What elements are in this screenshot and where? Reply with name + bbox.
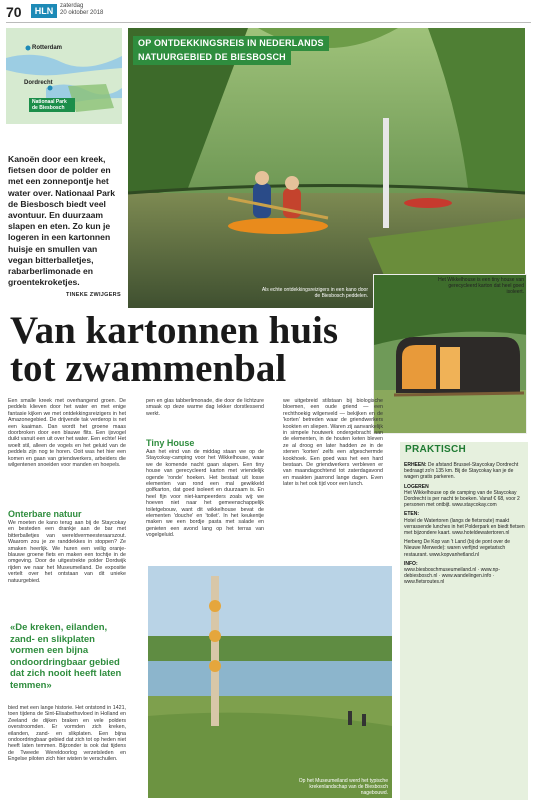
inset-caption: Het Wikkelhouse is een tiny house van gerecycleerd karton dat heel goed isoleert.: [438, 277, 524, 295]
practical-heading-erheen: ERHEEN:: [404, 462, 427, 468]
hero-photo-canoe: [128, 28, 525, 308]
map-label-rotterdam: Rotterdam: [32, 45, 63, 51]
practical-heading-eten: ETEN:: [404, 511, 419, 518]
map-label-dordrecht: Dordrecht: [24, 80, 53, 86]
wikkelhouse-photo: [373, 274, 527, 434]
header-day: zaterdag: [60, 3, 84, 9]
canoe-photo: [128, 28, 525, 308]
article-headline: Van kartonnen huis tot zwammenbal: [10, 309, 339, 390]
museumeiland-photo: [148, 566, 392, 798]
practical-links: www.biesboschmuseumeiland.nl · www.np-debiesbosch.nl · www.wandelingen.info · www.fietsroutes.nl: [404, 567, 500, 586]
practical-text: [404, 462, 526, 792]
article-intro: Kanoën door een kreek, fietsen door de polder en met een zonnepontje het water over. Nationaal Park de Biesbosch biedt veel avontuur. En duurzaam slapen en eten. Zo kun je logeren in een kartonnen huisje en smullen van vegan bitterballetjes, rabarberlimonade en groentekroketjes.: [8, 154, 115, 288]
article-column-2a: pen en glas tabberlimonade, die door de lichtzure smaak op deze warme dag lekker dorstlessend werkt.: [146, 398, 264, 417]
bottom-caption: Op het Museumeiland werd het typische krekenlandschap van de Biesbosch nagebouwd.: [298, 778, 388, 796]
article-column-3: we uitgebreid stilstaan bij biologische bloemen, een oude griend — een rechthoekig wilgenveld — bekijken en de 'korten' betreden waar de griendwerkers kookten en sliepen. Waren zij aanvankelijk in simpele houtwerk ondergebracht aan de elementen, in de houten keten bleven ze al droog en later hadden ze in de stenen 'korten' zelfs een afgeschermde kookhoek. Een goed was het een hard bestaan. De griendwerkers verbleven er van maandagochtend tot zaterdagavond en maakten jaarrond lange dagen. Even later is het ook tijd voor een lunch.: [283, 398, 383, 488]
hero-title-line1: OP ONTDEKKINGSREIS IN NEDERLANDS: [133, 36, 329, 51]
article-byline: TINEKE ZWIJGERS: [66, 292, 121, 298]
page-number: 70: [6, 4, 22, 20]
hero-title-line2: NATUURGEBIED DE BIESBOSCH: [133, 50, 291, 65]
subheading-natuur: Onterbare natuur: [8, 509, 82, 519]
landscape-photo: [148, 566, 392, 798]
practical-text-eten-2: Herberg De Kop van 't Land (bij de pont over de Nieuwe Merwede): waren verfijnd vegetarisch restaurant. www.kopvanhetland.nl: [404, 539, 511, 558]
pull-quote: «De kreken, eilanden, zand- en slikplaten vormen een bijna ondoordringbaar gebied dat zich nooit heeft laten temmen»: [10, 622, 122, 691]
practical-text-logeren: Het Wikkelhouse op de camping van de Staycokay Dordrecht is per nacht te boeken. Vanaf € 68, voor 2 personen met ontbijt. www.staycokay.com: [404, 489, 520, 509]
practical-title: PRAKTISCH: [405, 444, 467, 455]
article-column-1: Een smalle kreek met overhangend groen. De peddels klieven door het water en met enige fantasie kijken we met ontdekkingsreizigers in het Amazonegebied. De drijvende tak verderop is net een kaaiman. Dan wordt het groene maas doorbroken door een blauwe flits. Een ijsvogel duikt vanuit een uit over het water. Een echte! Het woelt stil, alleen de vogels en het geluid van de peddels zijn nog te horen. Ooit was het hier een komen en gaan van griendwerkers, arbeiders die wilgentenen snoeiden voor manden en hoepels.: [8, 398, 126, 469]
hero-caption: Als echte ontdekkingsreizigers in een kano door de Biesbosch peddelen.: [261, 287, 368, 299]
publication-logo: HLN: [31, 4, 57, 18]
practical-heading-logeren: LOGEREN: [404, 483, 429, 490]
header-date: 20 oktober 2018: [60, 10, 104, 16]
practical-heading-info: INFO:: [404, 560, 418, 567]
article-column-2b: Aan het eind van de middag staan we op de Staycokay-camping voor het Wikkelhouse, waar we de komende nacht gaan slapen. Een tiny house van gerecycleerd karton met vriendelijk ogende 'ronde' hoeken. Het bestaat uit losse elementen van rond een mal gewikkeld golfkarton, dat goed isoleert en duurzaam is. En heel fijn voor niet-kampeerders zoals wij: we hoeven niet naar het gemeenschappelijk toiletgebouw, want dit wikkelhouse bevat de elementen 'douche' en 'toilet'. In het keukentje maken we een bordje pasta met salade en genieten een avond lang op het terras van vogelgeluid.: [146, 449, 264, 539]
header-divider: [6, 22, 531, 23]
article-column-1c: bied met een lange historie. Het ontstond in 1421, toen tijdens de Sint-Elisabethsvloed in Holland en Zeeland de dijken braken en vele polders overstroomden. Er vormden zich kreken, eilanden, zand- en slikplaten. Een bijna ondoordringbaar gebied dat zich tot op heden niet heeft laten temmen. Bijzonder is ook dat tijdens de Tweede Wereldoorlog verzetsleden en Engelse piloten zich hier wisten te verschuilen.: [8, 705, 126, 763]
map-label-park: Nationaal Park de Biesbosch: [29, 98, 75, 112]
practical-text-erheen: De afstand Brussel-Staycokay Dordrecht bedraagt zo'n 135 km. Bij de Staycokay kan je de wagen gratis parkeren.: [404, 462, 519, 481]
article-column-1b: We moeten de kano terug aan bij de Staycokay en besteden een drankje aan de bar met bitterballetjes van wereldvermeesteraarszout. Waarom zou je ze randdekkes in stoppen? Ze smaken heerlijk. We huren een veilig oranje-blauwe groene fiets en maken een tochtje in de omgeving. Door de uitgestrekte polder Dordwijk rijden we naar het Museumeiland. De expositie vertelt over het ontstaan van dit unieke natuurgebied.: [8, 520, 126, 584]
tiny-house-photo: [374, 275, 527, 434]
practical-text-eten-1: Hotel de Watertoren (langs de fietsroute) maakt verrassende lunches in het Polderpark en biedt fietsen met bijzondere kaart. www.hoteldewatertoren.nl: [404, 517, 525, 537]
subheading-tiny-house: Tiny House: [146, 438, 195, 448]
